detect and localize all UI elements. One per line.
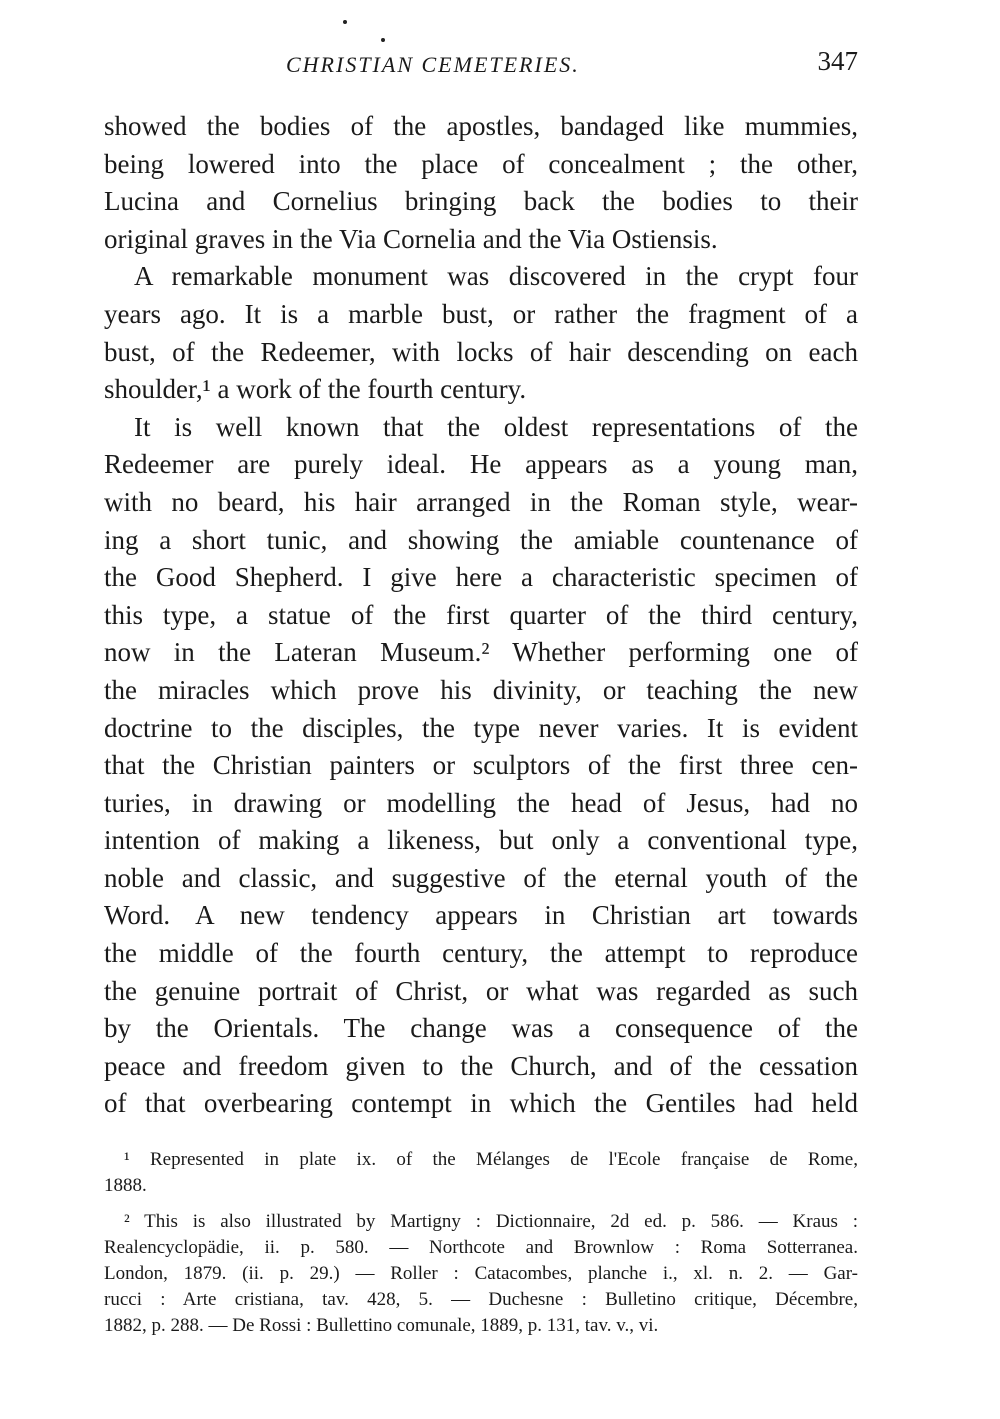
text-line: of that overbearing contempt in which the Gentiles had held	[104, 1088, 858, 1119]
text-line: being lowered into the place of concealment ; the other,	[104, 148, 858, 179]
footnote-line: London, 1879. (ii. p. 29.) — Roller : Catacombes, planche i., xl. n. 2. — Gar-	[104, 1263, 858, 1284]
text-line: peace and freedom given to the Church, and of the cessation	[104, 1050, 858, 1081]
text-line: bust, of the Redeemer, with locks of hair descending on each	[104, 336, 858, 367]
text-line: Lucina and Cornelius bringing back the bodies to their	[104, 186, 858, 217]
text-line: It is well known that the oldest representations of the	[134, 411, 858, 442]
text-line: this type, a statue of the first quarter of the third century,	[104, 599, 858, 630]
text-line: ing a short tunic, and showing the amiable countenance of	[104, 524, 858, 555]
text-line: the middle of the fourth century, the attempt to reproduce	[104, 938, 858, 969]
text-line: the miracles which prove his divinity, or teaching the new	[104, 674, 858, 705]
footnote-line: Realencyclopädie, ii. p. 580. — Northcote and Brownlow : Roma Sotterranea.	[104, 1237, 858, 1258]
text-line: shoulder,¹ a work of the fourth century.	[104, 374, 527, 405]
text-line: by the Orientals. The change was a consequence of the	[104, 1013, 858, 1044]
footnote-line: 1888.	[104, 1175, 147, 1196]
text-line: the Good Shepherd. I give here a characteristic specimen of	[104, 562, 858, 593]
text-line: A remarkable monument was discovered in the crypt four	[134, 261, 858, 292]
text-line: with no beard, his hair arranged in the Roman style, wear-	[104, 486, 858, 517]
text-line: that the Christian painters or sculptors of the first three cen-	[104, 750, 858, 781]
text-line: the genuine portrait of Christ, or what was regarded as such	[104, 975, 858, 1006]
text-line: doctrine to the disciples, the type never varies. It is evident	[104, 712, 858, 743]
footnotes	[104, 1147, 858, 1339]
text-line: Word. A new tendency appears in Christian art towards	[104, 900, 858, 931]
text-line: Redeemer are purely ideal. He appears as a young man,	[104, 449, 858, 480]
footnote-2	[104, 1209, 858, 1339]
footnote-line: ¹ Represented in plate ix. of the Mélanges de l'Ecole française de Rome,	[124, 1149, 858, 1170]
print-speck	[343, 20, 347, 24]
footnote-line: rucci : Arte cristiana, tav. 428, 5. — Duchesne : Bulletino critique, Décembre,	[104, 1289, 858, 1310]
text-line: now in the Lateran Museum.² Whether performing one of	[104, 637, 858, 668]
text-line: noble and classic, and suggestive of the eternal youth of the	[104, 862, 858, 893]
page-number: 347	[817, 46, 858, 76]
text-line: intention of making a likeness, but only a conventional type,	[104, 825, 858, 856]
text-line: turies, in drawing or modelling the head of Jesus, had no	[104, 787, 858, 818]
text-line: showed the bodies of the apostles, bandaged like mummies,	[104, 111, 858, 141]
text-line: years ago. It is a marble bust, or rather the fragment of a	[104, 298, 858, 329]
text-line: original graves in the Via Cornelia and the Via Ostiensis.	[104, 223, 718, 254]
footnote-1	[104, 1147, 858, 1199]
print-speck	[381, 38, 385, 42]
footnote-line: ² This is also illustrated by Martigny : Dictionnaire, 2d ed. p. 586. — Kraus :	[124, 1211, 858, 1232]
running-head	[104, 46, 858, 92]
running-title: CHRISTIAN CEMETERIES.	[286, 52, 580, 77]
footnote-line: 1882, p. 288. — De Rossi : Bullettino comunale, 1889, p. 131, tav. v., vi.	[104, 1315, 659, 1336]
body-text	[104, 108, 858, 1123]
